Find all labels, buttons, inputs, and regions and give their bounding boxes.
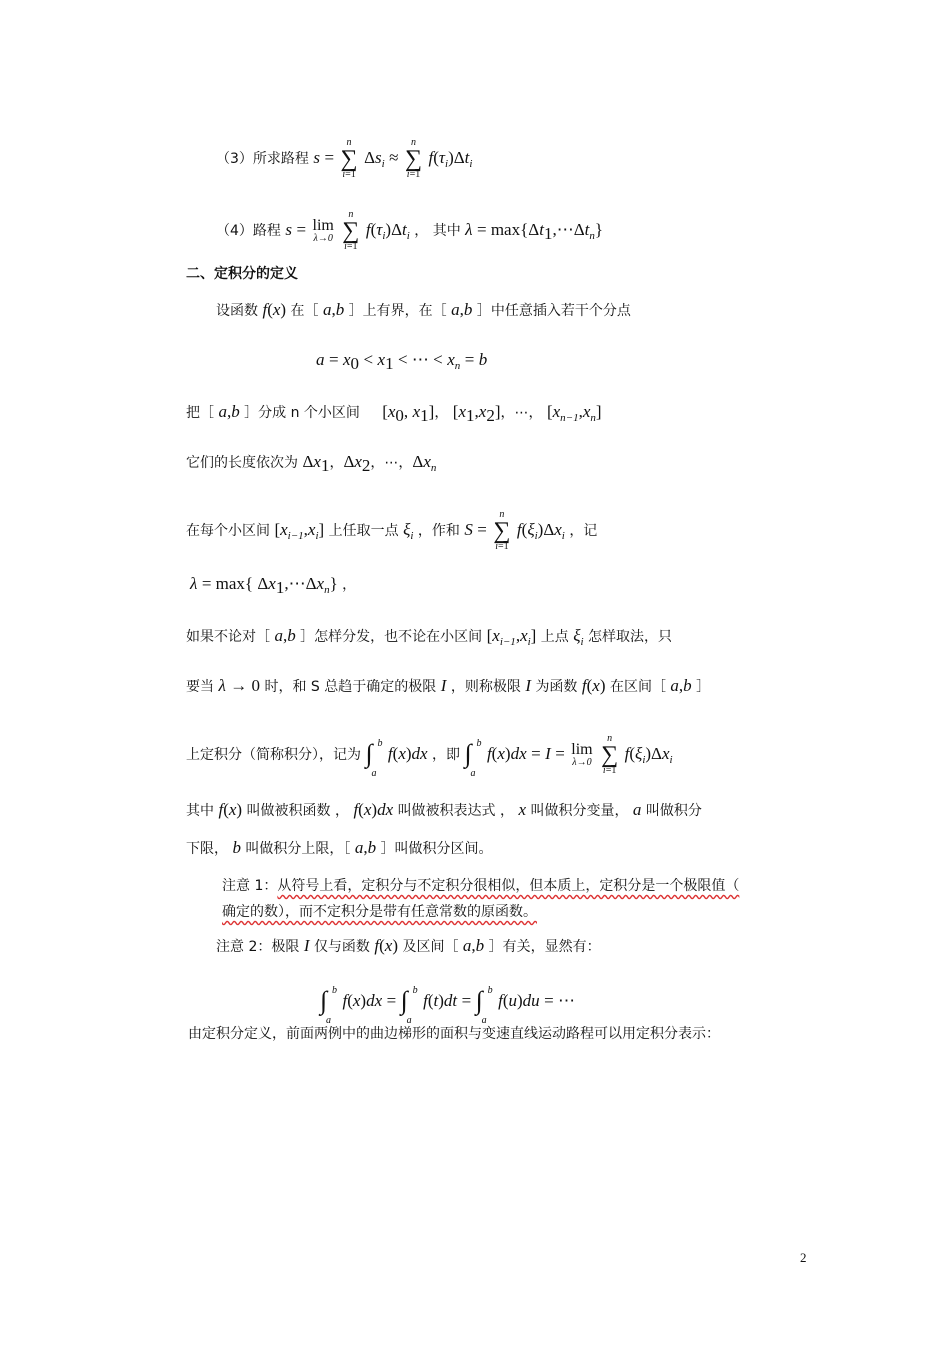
integral-equality: ∫ b a f(x)dx = ∫ b a f(t)dt = ∫ b a f(u)du = ⋯ — [320, 985, 575, 1026]
para-7: 要当 λ → 0 时，和 S 总趋于确定的极限 I ，则称极限 I 为函数 f(x) 在区间［ a,b ］ — [186, 676, 711, 695]
para-5: λ = max{ $\Delta x_1,\cdots\Delta x_n$} ， — [190, 574, 357, 597]
page-number: 2 — [800, 1250, 807, 1265]
line-4: （4）路程 s = lim λ→0 n ∑ i=1 $f(\tau_i)\Delta t_i$ ， 其中 $\lambda = \max\{\Delta t_1,\cdots\Delta t_n\}$ — [216, 209, 604, 252]
note-2: 注意 2：极限 I 仅与函数 f(x) 及区间［ a,b ］有关，显然有： — [216, 936, 601, 955]
line-3: （3）所求路程 s = n ∑ i=1 $\Delta s_i$ ≈ n ∑ i=1 $f(\tau_i)\Delta t_i$ — [216, 137, 473, 180]
para-10: 下限， b 叫做积分上限，［ a,b ］叫做积分区间。 — [186, 838, 493, 857]
section-heading: 二、定积分的定义 — [186, 266, 298, 282]
note-1-line-2: 确定的数），而不定积分是带有任意常数的原函数。 — [222, 904, 537, 920]
note-1-line-1: 注意 1：从符号上看，定积分与不定积分很相似，但本质上，定积分是一个极限值（ — [222, 878, 740, 894]
para-6: 如果不论对［ a,b ］怎样分发，也不论在小区间 $[x_{i-1},x_i]$ 上点 $\xi_i$ 怎样取法，只 — [186, 626, 673, 648]
para-3: 它们的长度依次为 $\Delta x_1$，$\Delta x_2$，⋯，$\Delta x_n$ — [186, 452, 437, 475]
para-4: 在每个小区间 $[x_{i-1},x_i]$ 上任取一点 $\xi_i$ ，作和 S = n ∑ i=1 $f(\xi_i)\Delta x_i$ ，记 — [186, 509, 598, 552]
para-2: 把［ a,b ］分成 n 个小区间 [$x_0$, $x_1$]， $[x_1,x_2]$，⋯， $[x_{n-1},x_n]$ — [186, 402, 602, 425]
partition-formula: $a = x_0 < x_1$ < ⋯ < $x_n = b$ — [316, 350, 488, 373]
para-1: 设函数 f(x) 在［ a,b ］上有界，在［ a,b ］中任意插入若干个分点 — [216, 300, 631, 319]
closing-line: 由定积分定义，前面两例中的曲边梯形的面积与变速直线运动路程可以用定积分表示： — [188, 1026, 720, 1042]
para-9: 其中 f(x) 叫做被积函数 ， f(x)dx 叫做被积表达式 ， x 叫做积分变量， a 叫做积分 — [186, 800, 702, 819]
para-8: 上定积分（简称积分），记为 ∫ b a f(x)dx ，即 ∫ b a f(x)dx = I = lim λ→0 n ∑ i=1 $f(\xi_i)\Delta x_i$ — [186, 733, 673, 779]
